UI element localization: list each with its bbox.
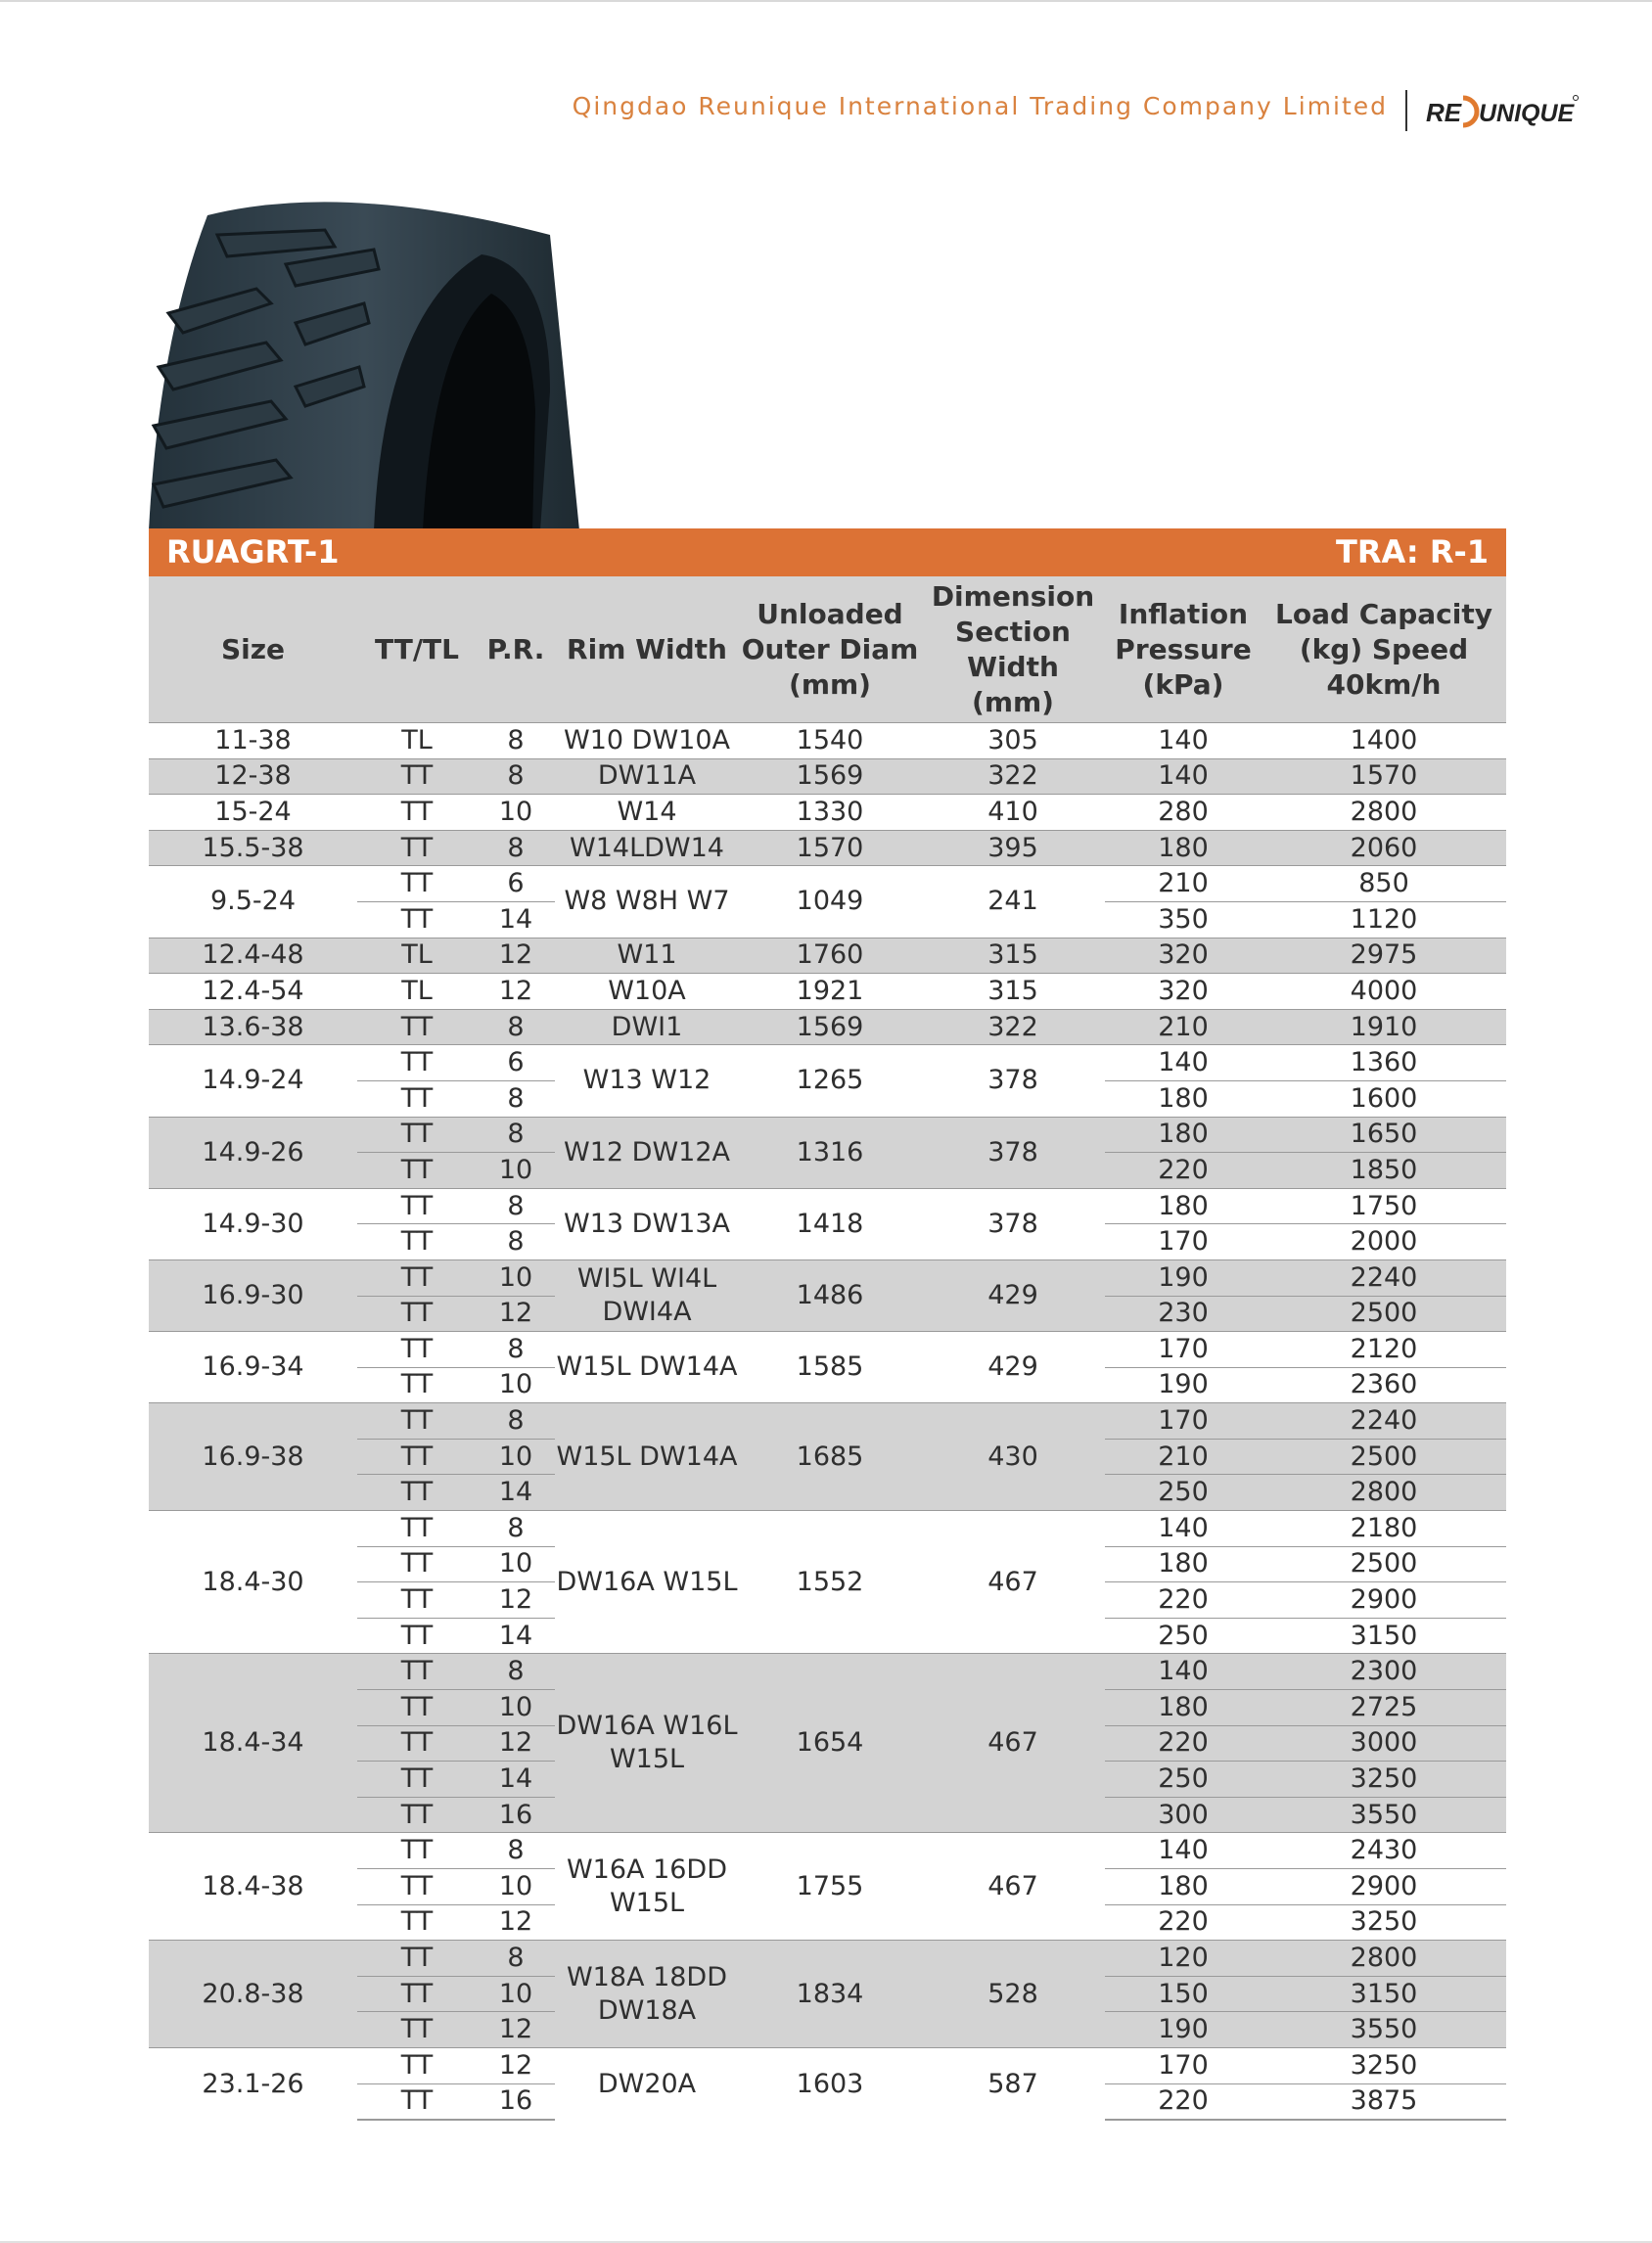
col-header-width: Dimension Section Width (mm) bbox=[921, 576, 1105, 723]
cell-tttl: TT bbox=[357, 1869, 477, 1905]
cell-pr: 12 bbox=[477, 1904, 555, 1941]
cell-load: 2000 bbox=[1262, 1224, 1506, 1260]
cell-rim: W15L DW14A bbox=[555, 1332, 739, 1403]
cell-tttl: TT bbox=[357, 1762, 477, 1798]
cell-pr: 10 bbox=[477, 1976, 555, 2012]
cell-load: 2725 bbox=[1262, 1690, 1506, 1726]
cell-diam: 1603 bbox=[739, 2047, 921, 2120]
size-group bbox=[149, 1117, 1506, 1188]
cell-rim: W8 W8H W7 bbox=[555, 866, 739, 938]
cell-load: 1360 bbox=[1262, 1045, 1506, 1081]
cell-pr: 8 bbox=[477, 1009, 555, 1045]
size-group bbox=[149, 1045, 1506, 1117]
cell-pressure: 230 bbox=[1105, 1296, 1262, 1332]
cell-pressure: 180 bbox=[1105, 830, 1262, 866]
table-row bbox=[149, 1117, 1506, 1153]
cell-tttl: TT bbox=[357, 1546, 477, 1582]
svg-text:RE: RE bbox=[1426, 98, 1462, 127]
cell-pr: 8 bbox=[477, 830, 555, 866]
cell-pr: 12 bbox=[477, 2047, 555, 2083]
cell-rim: W14 bbox=[555, 795, 739, 831]
size-group bbox=[149, 1009, 1506, 1045]
cell-size: 15.5-38 bbox=[149, 830, 357, 866]
cell-load: 1910 bbox=[1262, 1009, 1506, 1045]
cell-size: 18.4-38 bbox=[149, 1833, 357, 1941]
cell-pressure: 320 bbox=[1105, 938, 1262, 974]
cell-pressure: 180 bbox=[1105, 1869, 1262, 1905]
company-name: Qingdao Reunique International Trading Company Limited bbox=[572, 92, 1388, 120]
cell-tttl: TT bbox=[357, 1332, 477, 1368]
cell-rim: W12 DW12A bbox=[555, 1117, 739, 1188]
cell-size: 23.1-26 bbox=[149, 2047, 357, 2120]
cell-width: 430 bbox=[921, 1403, 1105, 1511]
cell-pr: 12 bbox=[477, 974, 555, 1010]
cell-tttl: TT bbox=[357, 1117, 477, 1153]
cell-diam: 1540 bbox=[739, 723, 921, 759]
size-group bbox=[149, 795, 1506, 831]
cell-load: 1650 bbox=[1262, 1117, 1506, 1153]
table-row bbox=[149, 1188, 1506, 1224]
cell-pr: 10 bbox=[477, 1690, 555, 1726]
table-row bbox=[149, 2047, 1506, 2083]
cell-pressure: 170 bbox=[1105, 1332, 1262, 1368]
size-group bbox=[149, 1188, 1506, 1259]
cell-load: 1600 bbox=[1262, 1080, 1506, 1117]
cell-diam: 1316 bbox=[739, 1117, 921, 1188]
cell-pr: 16 bbox=[477, 2083, 555, 2120]
cell-pr: 8 bbox=[477, 1403, 555, 1440]
cell-rim: W11 bbox=[555, 938, 739, 974]
cell-load: 3000 bbox=[1262, 1725, 1506, 1762]
cell-pressure: 140 bbox=[1105, 1654, 1262, 1690]
cell-load: 3875 bbox=[1262, 2083, 1506, 2120]
cell-load: 2120 bbox=[1262, 1332, 1506, 1368]
table-row bbox=[149, 938, 1506, 974]
cell-pr: 12 bbox=[477, 1582, 555, 1619]
cell-width: 322 bbox=[921, 758, 1105, 795]
cell-tttl: TL bbox=[357, 723, 477, 759]
cell-pressure: 180 bbox=[1105, 1188, 1262, 1224]
cell-pressure: 210 bbox=[1105, 1009, 1262, 1045]
cell-width: 241 bbox=[921, 866, 1105, 938]
cell-pressure: 350 bbox=[1105, 901, 1262, 938]
cell-rim: W15L DW14A bbox=[555, 1403, 739, 1511]
cell-diam: 1755 bbox=[739, 1833, 921, 1941]
table-row bbox=[149, 1403, 1506, 1440]
cell-diam: 1330 bbox=[739, 795, 921, 831]
cell-load: 2240 bbox=[1262, 1259, 1506, 1296]
cell-width: 467 bbox=[921, 1833, 1105, 1941]
cell-width: 429 bbox=[921, 1332, 1105, 1403]
cell-width: 305 bbox=[921, 723, 1105, 759]
cell-size: 14.9-30 bbox=[149, 1188, 357, 1259]
cell-tttl: TT bbox=[357, 1582, 477, 1619]
cell-width: 467 bbox=[921, 1511, 1105, 1654]
cell-diam: 1685 bbox=[739, 1403, 921, 1511]
size-group bbox=[149, 1654, 1506, 1833]
cell-rim: DWI1 bbox=[555, 1009, 739, 1045]
top-border bbox=[0, 0, 1652, 2]
table-row bbox=[149, 1941, 1506, 1977]
cell-load: 2500 bbox=[1262, 1296, 1506, 1332]
table-row bbox=[149, 1654, 1506, 1690]
cell-pressure: 300 bbox=[1105, 1797, 1262, 1833]
cell-load: 4000 bbox=[1262, 974, 1506, 1010]
cell-tttl: TT bbox=[357, 1439, 477, 1475]
cell-pr: 6 bbox=[477, 1045, 555, 1081]
cell-tttl: TL bbox=[357, 938, 477, 974]
cell-size: 14.9-24 bbox=[149, 1045, 357, 1117]
cell-width: 378 bbox=[921, 1188, 1105, 1259]
cell-pr: 10 bbox=[477, 1546, 555, 1582]
size-group bbox=[149, 2047, 1506, 2120]
cell-diam: 1585 bbox=[739, 1332, 921, 1403]
cell-pressure: 280 bbox=[1105, 795, 1262, 831]
cell-pr: 14 bbox=[477, 1618, 555, 1654]
cell-tttl: TT bbox=[357, 1153, 477, 1189]
cell-tttl: TT bbox=[357, 1904, 477, 1941]
table-header-row bbox=[149, 576, 1506, 723]
cell-pr: 8 bbox=[477, 1188, 555, 1224]
cell-tttl: TT bbox=[357, 1976, 477, 2012]
cell-load: 2500 bbox=[1262, 1439, 1506, 1475]
size-group bbox=[149, 723, 1506, 759]
cell-tttl: TT bbox=[357, 1725, 477, 1762]
cell-pr: 8 bbox=[477, 1654, 555, 1690]
cell-pressure: 140 bbox=[1105, 758, 1262, 795]
cell-tttl: TT bbox=[357, 795, 477, 831]
cell-load: 1750 bbox=[1262, 1188, 1506, 1224]
cell-pressure: 140 bbox=[1105, 723, 1262, 759]
cell-load: 3250 bbox=[1262, 2047, 1506, 2083]
cell-size: 9.5-24 bbox=[149, 866, 357, 938]
cell-pressure: 140 bbox=[1105, 1045, 1262, 1081]
cell-pr: 8 bbox=[477, 758, 555, 795]
cell-rim: DW11A bbox=[555, 758, 739, 795]
cell-pressure: 220 bbox=[1105, 1725, 1262, 1762]
cell-rim: W18A 18DD DW18A bbox=[555, 1941, 739, 2048]
cell-width: 378 bbox=[921, 1117, 1105, 1188]
cell-load: 3250 bbox=[1262, 1762, 1506, 1798]
table-row bbox=[149, 866, 1506, 902]
cell-size: 16.9-30 bbox=[149, 1259, 357, 1331]
cell-diam: 1570 bbox=[739, 830, 921, 866]
cell-pr: 14 bbox=[477, 1475, 555, 1511]
cell-pr: 10 bbox=[477, 1259, 555, 1296]
cell-width: 378 bbox=[921, 1045, 1105, 1117]
cell-diam: 1486 bbox=[739, 1259, 921, 1331]
cell-pressure: 320 bbox=[1105, 974, 1262, 1010]
cell-pr: 14 bbox=[477, 901, 555, 938]
cell-tttl: TT bbox=[357, 830, 477, 866]
cell-load: 2430 bbox=[1262, 1833, 1506, 1869]
cell-load: 2360 bbox=[1262, 1367, 1506, 1403]
cell-load: 2240 bbox=[1262, 1403, 1506, 1440]
cell-pressure: 170 bbox=[1105, 1224, 1262, 1260]
cell-tttl: TT bbox=[357, 1045, 477, 1081]
table-row bbox=[149, 974, 1506, 1010]
cell-load: 2900 bbox=[1262, 1869, 1506, 1905]
cell-width: 395 bbox=[921, 830, 1105, 866]
table-row bbox=[149, 1833, 1506, 1869]
col-header-size: Size bbox=[149, 576, 357, 723]
cell-width: 467 bbox=[921, 1654, 1105, 1833]
cell-tttl: TT bbox=[357, 1511, 477, 1547]
table-row bbox=[149, 1045, 1506, 1081]
cell-diam: 1418 bbox=[739, 1188, 921, 1259]
size-group bbox=[149, 1332, 1506, 1403]
cell-pr: 12 bbox=[477, 1725, 555, 1762]
cell-pressure: 210 bbox=[1105, 1439, 1262, 1475]
table-row bbox=[149, 758, 1506, 795]
cell-diam: 1552 bbox=[739, 1511, 921, 1654]
cell-load: 2900 bbox=[1262, 1582, 1506, 1619]
table-row bbox=[149, 1259, 1506, 1296]
cell-diam: 1654 bbox=[739, 1654, 921, 1833]
cell-load: 2060 bbox=[1262, 830, 1506, 866]
cell-load: 1570 bbox=[1262, 758, 1506, 795]
size-group bbox=[149, 974, 1506, 1010]
size-group bbox=[149, 1833, 1506, 1941]
cell-pr: 8 bbox=[477, 1332, 555, 1368]
tra-code: TRA: R-1 bbox=[1336, 533, 1489, 571]
cell-load: 3150 bbox=[1262, 1618, 1506, 1654]
logo-text: UNIQUE bbox=[1479, 100, 1575, 127]
cell-pr: 8 bbox=[477, 723, 555, 759]
cell-width: 410 bbox=[921, 795, 1105, 831]
cell-tttl: TT bbox=[357, 1403, 477, 1440]
cell-rim: W16A 16DD W15L bbox=[555, 1833, 739, 1941]
table-row bbox=[149, 1332, 1506, 1368]
cell-size: 18.4-34 bbox=[149, 1654, 357, 1833]
cell-size: 14.9-26 bbox=[149, 1117, 357, 1188]
cell-tttl: TT bbox=[357, 1259, 477, 1296]
cell-tttl: TT bbox=[357, 1296, 477, 1332]
cell-load: 3250 bbox=[1262, 1904, 1506, 1941]
cell-pressure: 250 bbox=[1105, 1618, 1262, 1654]
cell-size: 13.6-38 bbox=[149, 1009, 357, 1045]
cell-pr: 8 bbox=[477, 1511, 555, 1547]
cell-pr: 12 bbox=[477, 2012, 555, 2048]
cell-pressure: 180 bbox=[1105, 1546, 1262, 1582]
cell-tttl: TT bbox=[357, 2083, 477, 2120]
cell-rim: W13 W12 bbox=[555, 1045, 739, 1117]
cell-pr: 12 bbox=[477, 938, 555, 974]
cell-load: 3150 bbox=[1262, 1976, 1506, 2012]
cell-load: 850 bbox=[1262, 866, 1506, 902]
spec-table bbox=[149, 576, 1506, 2121]
cell-pressure: 190 bbox=[1105, 1367, 1262, 1403]
cell-tttl: TT bbox=[357, 1797, 477, 1833]
cell-width: 587 bbox=[921, 2047, 1105, 2120]
cell-pressure: 220 bbox=[1105, 1582, 1262, 1619]
cell-load: 1850 bbox=[1262, 1153, 1506, 1189]
cell-pressure: 140 bbox=[1105, 1511, 1262, 1547]
col-header-pr: P.R. bbox=[477, 576, 555, 723]
cell-tttl: TT bbox=[357, 758, 477, 795]
size-group bbox=[149, 866, 1506, 938]
cell-size: 12-38 bbox=[149, 758, 357, 795]
col-header-pressure: Inflation Pressure (kPa) bbox=[1105, 576, 1262, 723]
cell-diam: 1265 bbox=[739, 1045, 921, 1117]
cell-pressure: 170 bbox=[1105, 2047, 1262, 2083]
table-row bbox=[149, 723, 1506, 759]
size-group bbox=[149, 938, 1506, 974]
cell-pr: 8 bbox=[477, 1941, 555, 1977]
cell-rim: DW16A W15L bbox=[555, 1511, 739, 1654]
col-header-tttl: TT/TL bbox=[357, 576, 477, 723]
size-group bbox=[149, 1259, 1506, 1331]
model-name: RUAGRT-1 bbox=[166, 533, 340, 571]
cell-load: 2300 bbox=[1262, 1654, 1506, 1690]
cell-width: 315 bbox=[921, 974, 1105, 1010]
table-row bbox=[149, 1009, 1506, 1045]
cell-diam: 1569 bbox=[739, 758, 921, 795]
cell-pressure: 120 bbox=[1105, 1941, 1262, 1977]
cell-pr: 10 bbox=[477, 1367, 555, 1403]
cell-rim: WI5L WI4L DWI4A bbox=[555, 1259, 739, 1331]
cell-pr: 8 bbox=[477, 1224, 555, 1260]
col-header-diam: Unloaded Outer Diam (mm) bbox=[739, 576, 921, 723]
cell-rim: W10 DW10A bbox=[555, 723, 739, 759]
size-group bbox=[149, 1511, 1506, 1654]
cell-rim: DW16A W16L W15L bbox=[555, 1654, 739, 1833]
cell-pr: 10 bbox=[477, 1153, 555, 1189]
cell-pressure: 190 bbox=[1105, 2012, 1262, 2048]
reunique-logo bbox=[1424, 84, 1581, 139]
cell-size: 12.4-48 bbox=[149, 938, 357, 974]
cell-tttl: TT bbox=[357, 1475, 477, 1511]
table-row bbox=[149, 1511, 1506, 1547]
cell-tttl: TL bbox=[357, 974, 477, 1010]
product-header-bar bbox=[149, 528, 1506, 576]
cell-tttl: TT bbox=[357, 901, 477, 938]
cell-size: 16.9-34 bbox=[149, 1332, 357, 1403]
cell-load: 2800 bbox=[1262, 795, 1506, 831]
cell-tttl: TT bbox=[357, 1618, 477, 1654]
cell-pressure: 140 bbox=[1105, 1833, 1262, 1869]
table-row bbox=[149, 795, 1506, 831]
col-header-load: Load Capacity (kg) Speed 40km/h bbox=[1262, 576, 1506, 723]
cell-tttl: TT bbox=[357, 1080, 477, 1117]
cell-size: 18.4-30 bbox=[149, 1511, 357, 1654]
cell-pressure: 180 bbox=[1105, 1690, 1262, 1726]
size-group bbox=[149, 830, 1506, 866]
cell-width: 528 bbox=[921, 1941, 1105, 2048]
cell-tttl: TT bbox=[357, 1941, 477, 1977]
cell-load: 3550 bbox=[1262, 1797, 1506, 1833]
size-group bbox=[149, 1941, 1506, 2048]
cell-size: 20.8-38 bbox=[149, 1941, 357, 2048]
cell-pressure: 150 bbox=[1105, 1976, 1262, 2012]
cell-diam: 1049 bbox=[739, 866, 921, 938]
cell-rim: DW20A bbox=[555, 2047, 739, 2120]
cell-load: 2975 bbox=[1262, 938, 1506, 974]
cell-tttl: TT bbox=[357, 1224, 477, 1260]
cell-width: 322 bbox=[921, 1009, 1105, 1045]
brand-separator bbox=[1405, 90, 1407, 131]
cell-load: 2800 bbox=[1262, 1941, 1506, 1977]
cell-tttl: TT bbox=[357, 1009, 477, 1045]
cell-pressure: 190 bbox=[1105, 1259, 1262, 1296]
cell-tttl: TT bbox=[357, 2047, 477, 2083]
cell-pr: 10 bbox=[477, 1869, 555, 1905]
cell-width: 315 bbox=[921, 938, 1105, 974]
cell-width: 429 bbox=[921, 1259, 1105, 1331]
cell-pr: 8 bbox=[477, 1833, 555, 1869]
cell-rim: W10A bbox=[555, 974, 739, 1010]
cell-rim: W14LDW14 bbox=[555, 830, 739, 866]
tractor-tyre-image bbox=[149, 196, 579, 530]
cell-load: 3550 bbox=[1262, 2012, 1506, 2048]
cell-tttl: TT bbox=[357, 1367, 477, 1403]
cell-pressure: 220 bbox=[1105, 1904, 1262, 1941]
cell-tttl: TT bbox=[357, 866, 477, 902]
size-group bbox=[149, 1403, 1506, 1511]
cell-tttl: TT bbox=[357, 1188, 477, 1224]
cell-pressure: 170 bbox=[1105, 1403, 1262, 1440]
cell-size: 16.9-38 bbox=[149, 1403, 357, 1511]
cell-pr: 16 bbox=[477, 1797, 555, 1833]
cell-pr: 8 bbox=[477, 1080, 555, 1117]
cell-size: 12.4-54 bbox=[149, 974, 357, 1010]
cell-load: 2180 bbox=[1262, 1511, 1506, 1547]
cell-rim: W13 DW13A bbox=[555, 1188, 739, 1259]
cell-size: 11-38 bbox=[149, 723, 357, 759]
cell-pressure: 180 bbox=[1105, 1080, 1262, 1117]
cell-pr: 6 bbox=[477, 866, 555, 902]
cell-pr: 12 bbox=[477, 1296, 555, 1332]
cell-pr: 10 bbox=[477, 795, 555, 831]
cell-pressure: 180 bbox=[1105, 1117, 1262, 1153]
cell-diam: 1760 bbox=[739, 938, 921, 974]
size-group bbox=[149, 758, 1506, 795]
cell-pressure: 220 bbox=[1105, 2083, 1262, 2120]
cell-load: 1120 bbox=[1262, 901, 1506, 938]
cell-tttl: TT bbox=[357, 2012, 477, 2048]
cell-tttl: TT bbox=[357, 1690, 477, 1726]
cell-diam: 1834 bbox=[739, 1941, 921, 2048]
cell-diam: 1921 bbox=[739, 974, 921, 1010]
cell-pressure: 250 bbox=[1105, 1475, 1262, 1511]
cell-diam: 1569 bbox=[739, 1009, 921, 1045]
cell-pressure: 220 bbox=[1105, 1153, 1262, 1189]
cell-pressure: 210 bbox=[1105, 866, 1262, 902]
cell-tttl: TT bbox=[357, 1833, 477, 1869]
table-row bbox=[149, 830, 1506, 866]
cell-load: 1400 bbox=[1262, 723, 1506, 759]
col-header-rim: Rim Width bbox=[555, 576, 739, 723]
cell-load: 2500 bbox=[1262, 1546, 1506, 1582]
cell-pr: 10 bbox=[477, 1439, 555, 1475]
cell-pr: 8 bbox=[477, 1117, 555, 1153]
cell-pr: 14 bbox=[477, 1762, 555, 1798]
cell-tttl: TT bbox=[357, 1654, 477, 1690]
cell-load: 2800 bbox=[1262, 1475, 1506, 1511]
cell-pressure: 250 bbox=[1105, 1762, 1262, 1798]
cell-size: 15-24 bbox=[149, 795, 357, 831]
